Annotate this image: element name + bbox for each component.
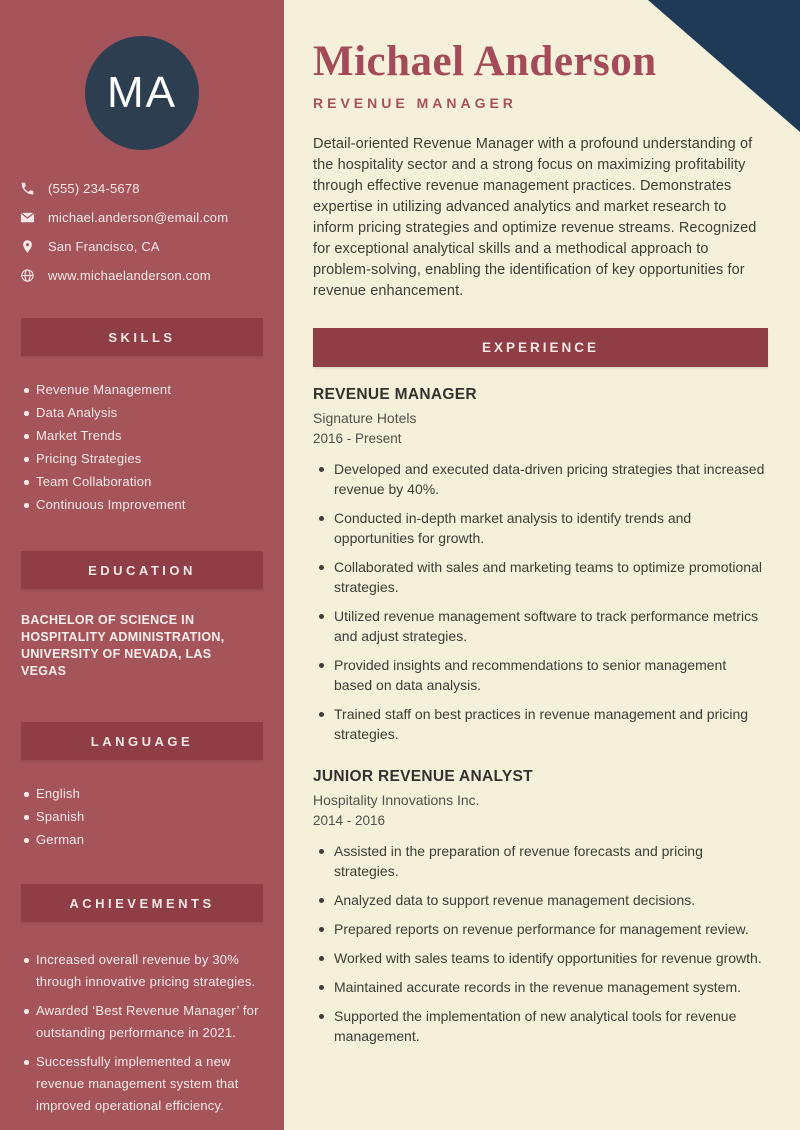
job-bullet: Assisted in the preparation of revenue forecasts and pricing strategies.: [313, 841, 768, 881]
education-section-header: [21, 551, 263, 589]
job-entry-revenue-manager: [313, 386, 768, 744]
skill-item: Continuous Improvement: [0, 498, 284, 511]
education-degree-text: BACHELOR OF SCIENCE IN HOSPITALITY ADMINISTRATION, UNIVERSITY OF NEVADA, LAS VEGAS: [21, 613, 225, 678]
job-company: Signature Hotels: [313, 410, 417, 427]
avatar-initials: MA: [107, 68, 177, 117]
job-bullet: Trained staff on best practices in revenue management and pricing strategies.: [313, 704, 768, 744]
main-content: [284, 0, 800, 1130]
job-bullet: Provided insights and recommendations to senior management based on data analysis.: [313, 655, 768, 695]
contact-phone-text: (555) 234-5678: [48, 181, 140, 196]
language-item: English: [0, 787, 284, 800]
job-bullet: Worked with sales teams to identify opportunities for revenue growth.: [313, 948, 768, 968]
skills-section-header: [21, 318, 263, 356]
job-dates: 2014 - 2016: [313, 813, 386, 829]
job-bullet: Supported the implementation of new analytical tools for revenue management.: [313, 1006, 768, 1046]
person-role-title: REVENUE MANAGER: [313, 95, 517, 112]
skill-item: Team Collaboration: [0, 475, 284, 488]
job-bullet: Conducted in-depth market analysis to identify trends and opportunities for growth.: [313, 508, 768, 548]
contact-website[interactable]: [20, 268, 284, 283]
language-list: [0, 787, 284, 846]
avatar: [85, 36, 199, 150]
achievements-section-header: [21, 884, 263, 922]
skill-item: Market Trends: [0, 429, 284, 442]
globe-icon: [20, 268, 35, 283]
contact-website-text[interactable]: www.michaelanderson.com: [48, 268, 211, 283]
contact-list: [20, 181, 284, 283]
experience-section-header: [313, 328, 768, 367]
job-entry-junior-revenue-analyst: [313, 768, 768, 1046]
language-item: Spanish: [0, 810, 284, 823]
skill-item: Revenue Management: [0, 383, 284, 396]
language-title: LANGUAGE: [90, 733, 194, 749]
skills-title: SKILLS: [108, 329, 176, 345]
language-item: German: [0, 833, 284, 846]
job-bullet-list: [313, 459, 768, 744]
experience-title: EXPERIENCE: [481, 340, 600, 356]
achievements-list: [0, 949, 284, 1117]
skill-item: Data Analysis: [0, 406, 284, 419]
achievement-item: Awarded ‘Best Revenue Manager’ for outstanding performance in 2021.: [0, 1000, 284, 1044]
achievement-item: Successfully implemented a new revenue management system that improved operational efficiency.: [0, 1051, 284, 1117]
skills-list: [0, 383, 284, 511]
person-name: Michael Anderson: [313, 38, 657, 85]
education-title: EDUCATION: [88, 562, 196, 578]
sidebar: [0, 0, 284, 1130]
contact-email-text[interactable]: michael.anderson@email.com: [48, 210, 229, 225]
contact-location-text: San Francisco, CA: [48, 239, 160, 254]
job-bullet: Analyzed data to support revenue management decisions.: [313, 890, 768, 910]
job-bullet: Prepared reports on revenue performance for management review.: [313, 919, 768, 939]
contact-phone: [20, 181, 284, 196]
summary-paragraph: Detail-oriented Revenue Manager with a profound understanding of the hospitality sector and a strong focus on maximizing profitability through effective revenue management practices. Demonstrates expertise in utilizing advanced analytics and market research to inform pricing strategies and optimize revenue streams. Recognized for exceptional analytical skills and a methodical approach to problem-solving, enabling the identification of key opportunities for revenue enhancement.: [313, 136, 757, 300]
skill-item: Pricing Strategies: [0, 452, 284, 465]
job-bullet: Maintained accurate records in the revenue management system.: [313, 977, 768, 997]
job-dates: 2016 - Present: [313, 431, 402, 447]
job-bullet: Utilized revenue management software to track performance metrics and adjust strategies.: [313, 606, 768, 646]
achievement-item: Increased overall revenue by 30% through innovative pricing strategies.: [0, 949, 284, 993]
job-bullet: Developed and executed data-driven pricing strategies that increased revenue by 40%.: [313, 459, 768, 499]
job-role: JUNIOR REVENUE ANALYST: [313, 768, 533, 786]
email-icon: [20, 210, 35, 225]
job-bullet-list: [313, 841, 768, 1046]
contact-location: [20, 239, 284, 254]
achievements-title: ACHIEVEMENTS: [69, 895, 215, 911]
job-role: REVENUE MANAGER: [313, 386, 477, 404]
contact-email[interactable]: [20, 210, 284, 225]
job-company: Hospitality Innovations Inc.: [313, 792, 480, 809]
language-section-header: [21, 722, 263, 760]
phone-icon: [20, 181, 35, 196]
location-icon: [20, 239, 35, 254]
job-bullet: Collaborated with sales and marketing teams to optimize promotional strategies.: [313, 557, 768, 597]
